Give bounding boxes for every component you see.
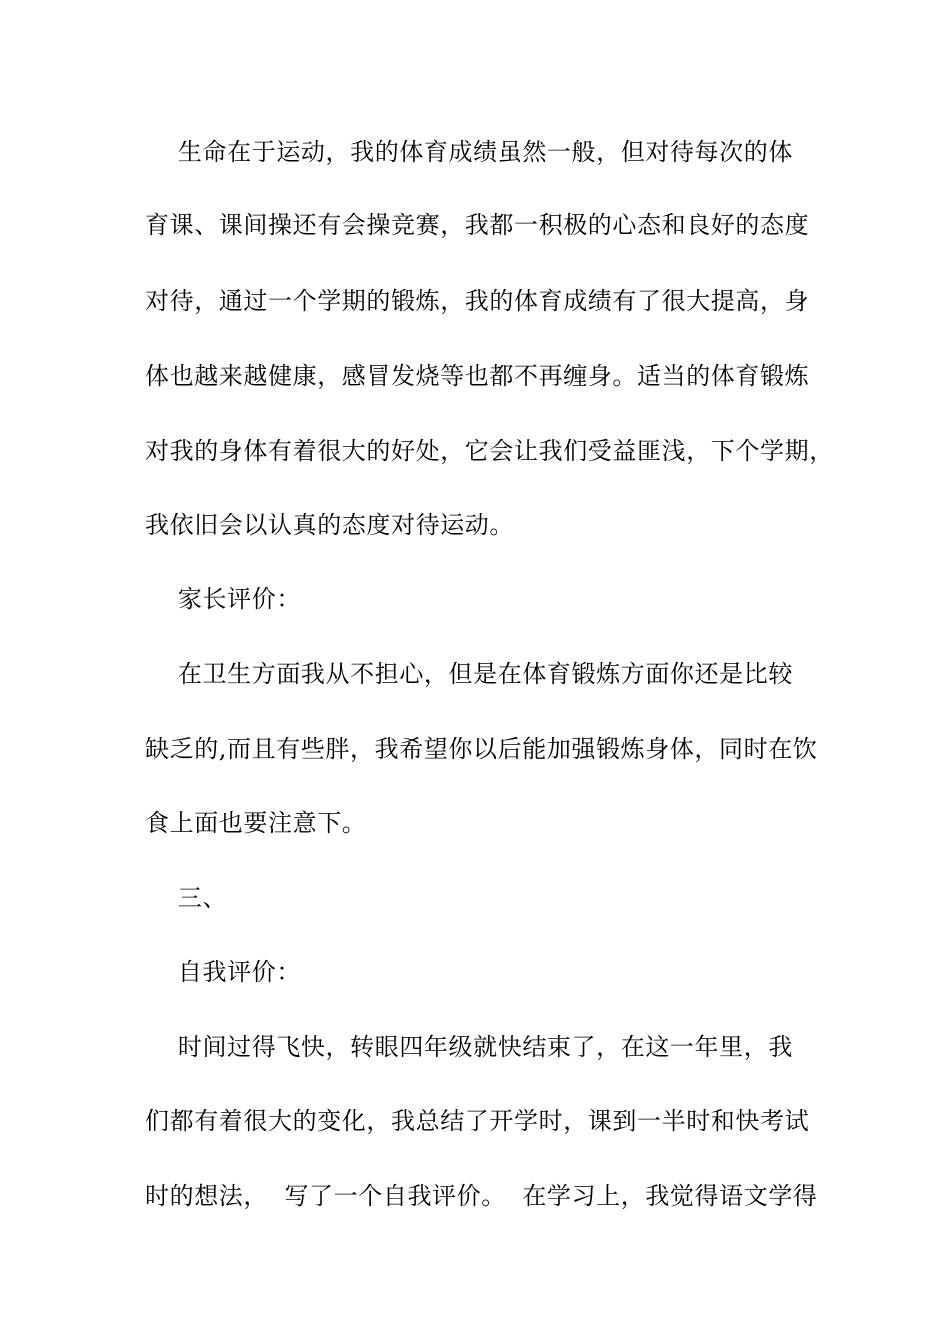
- text-line: 们都有着很大的变化，我总结了开学时，课到一半时和快考试: [145, 1107, 810, 1135]
- text-line: 对待，通过一个学期的锻炼，我的体育成绩有了很大提高，身: [145, 287, 810, 315]
- section-number-heading: 三、: [145, 884, 228, 912]
- text-line: 缺乏的,而且有些胖，我希望你以后能加强锻炼身体，同时在饮: [145, 735, 818, 763]
- text-line: 时的想法， 写了一个自我评价。 在学习上，我觉得语文学得: [145, 1182, 818, 1210]
- text-line: 在卫生方面我从不担心，但是在体育锻炼方面你还是比较: [145, 660, 793, 688]
- text-line: 生命在于运动，我的体育成绩虽然一般，但对待每次的体: [145, 138, 793, 166]
- section-heading-parent-evaluation: 家长评价：: [145, 585, 301, 613]
- text-line: 体也越来越健康，感冒发烧等也都不再缠身。适当的体育锻炼: [145, 362, 810, 390]
- text-line: 育课、课间操还有会操竞赛，我都一积极的心态和良好的态度: [145, 211, 810, 239]
- text-line: 我依旧会以认真的态度对待运动。: [145, 511, 514, 539]
- text-line: 对我的身体有着很大的好处，它会让我们受益匪浅，下个学期，: [145, 437, 834, 465]
- text-line: 食上面也要注意下。: [145, 809, 367, 837]
- section-heading-self-evaluation: 自我评价：: [145, 958, 301, 986]
- text-line: 时间过得飞快，转眼四年级就快结束了，在这一年里，我: [145, 1033, 793, 1061]
